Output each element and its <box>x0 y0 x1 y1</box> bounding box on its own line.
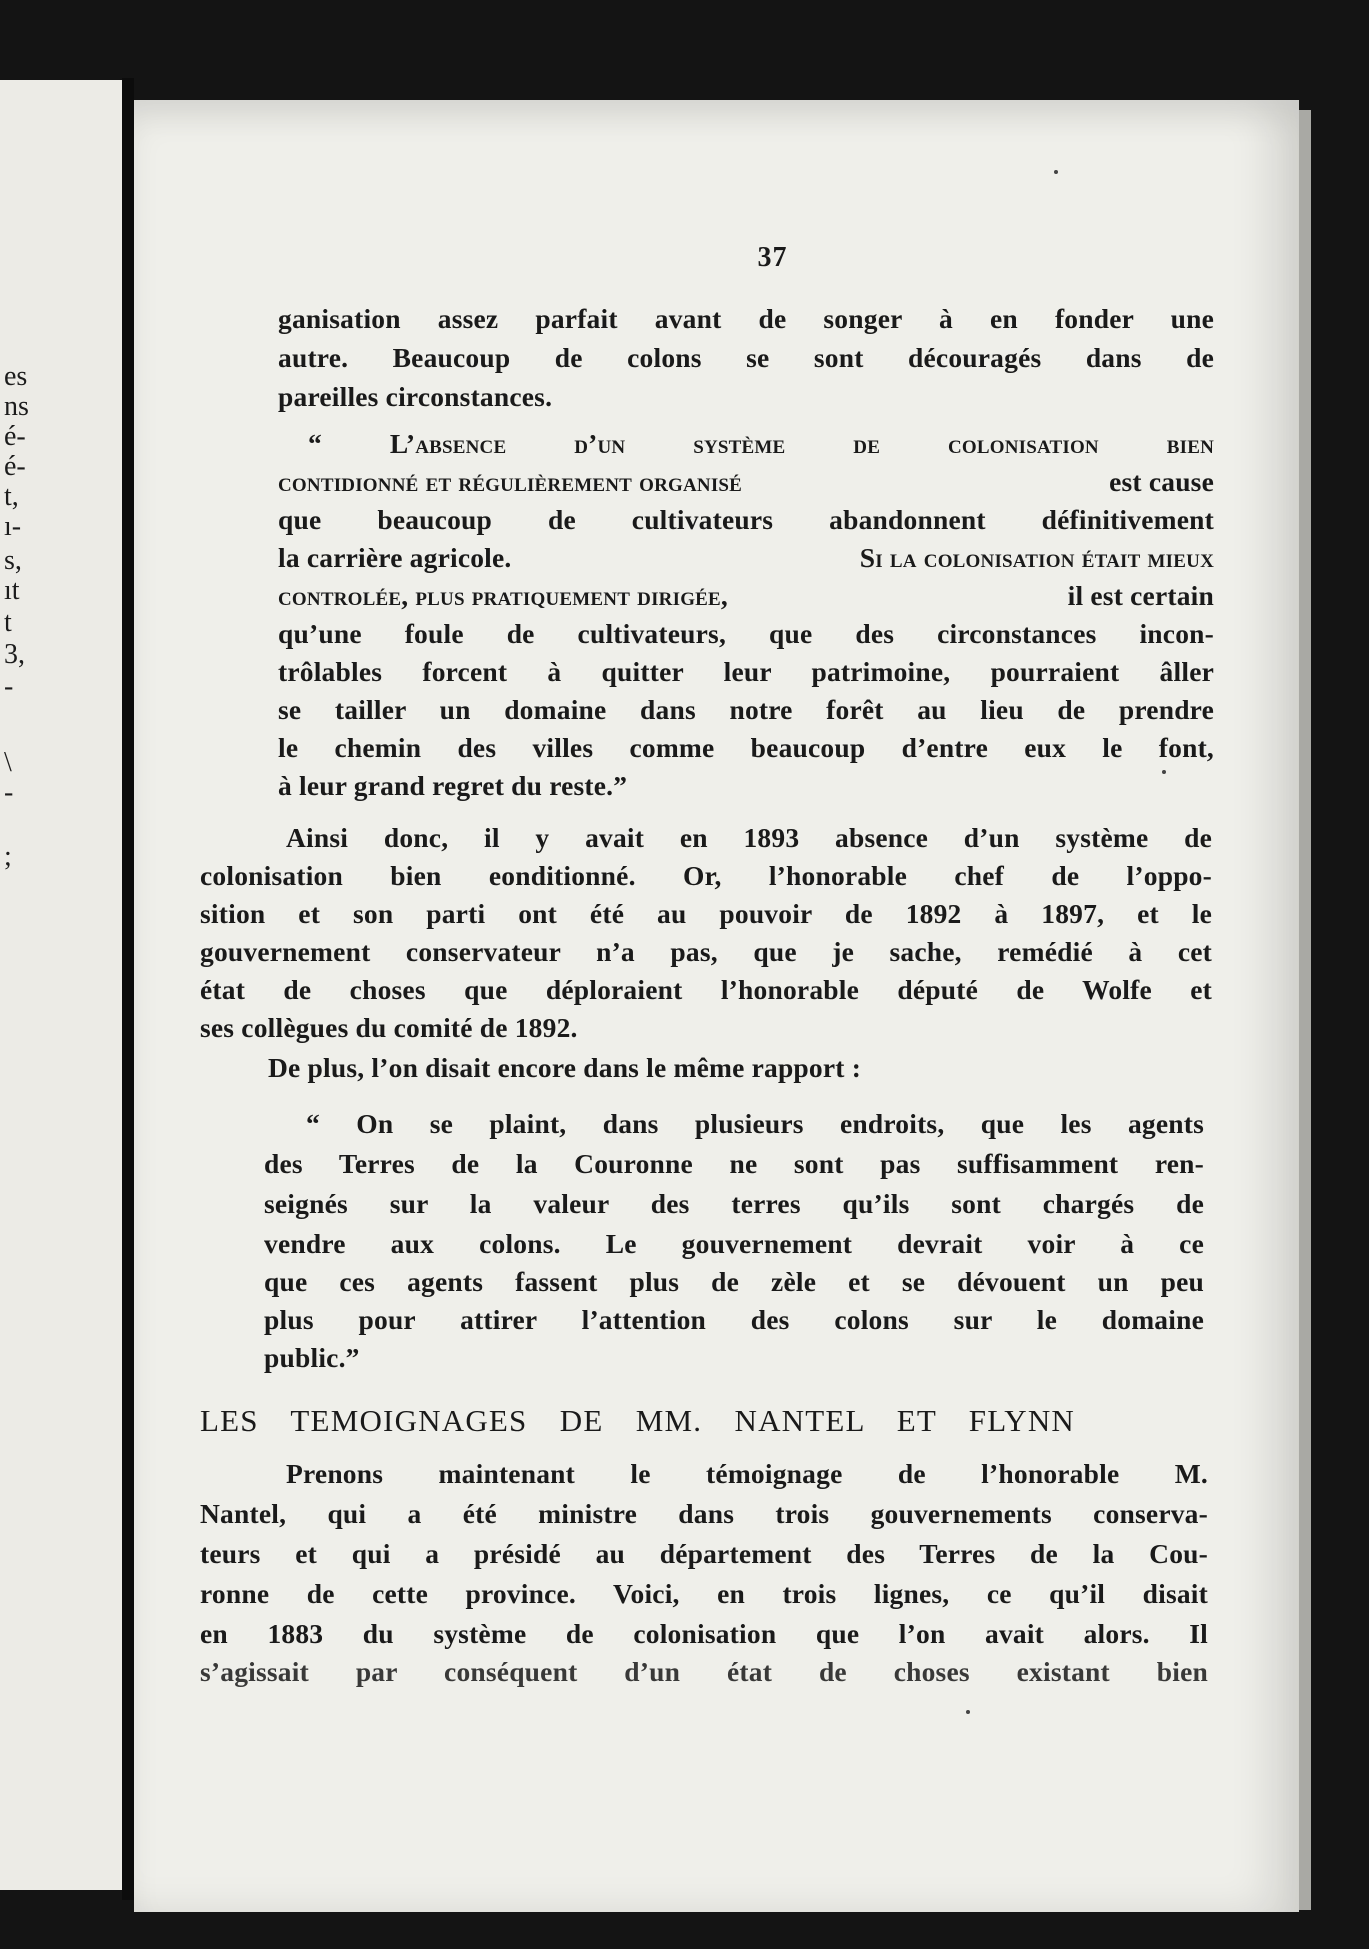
quote-line: seignés sur la valeur des terres qu’ils sont chargés de <box>264 1188 1204 1219</box>
text-line: ronne de cette province. Voici, en trois lignes, ce qu’il disait <box>200 1578 1208 1609</box>
text-line: ses collègues du comité de 1892. <box>200 1012 578 1043</box>
paper-speck <box>1162 770 1166 774</box>
quote-text: est cause <box>1109 466 1214 497</box>
quote-line: trôlables forcent à quitter leur patrimoine, pourraient âller <box>278 656 1214 687</box>
text-line: s’agissait par conséquent d’un état de choses existant bien <box>200 1656 1208 1687</box>
page-edge <box>1299 110 1311 1910</box>
text-line: teurs et qui a présidé au département des Terres de la Cou- <box>200 1538 1208 1569</box>
quote-line: “ L’absence d’un système de colonisation bien <box>308 428 1214 459</box>
quote-smallcaps: contidionné et régulièrement organisé <box>278 466 743 497</box>
left-fragment: ; <box>4 841 12 872</box>
left-fragment: ns <box>4 391 29 422</box>
left-fragment: t <box>4 607 12 638</box>
text-line: gouvernement conservateur n’a pas, que je sache, remédié à cet <box>200 936 1212 967</box>
text-line: Prenons maintenant le témoignage de l’honorable M. <box>286 1458 1208 1489</box>
page-number: 37 <box>757 242 788 273</box>
text-line: De plus, l’on disait encore dans le même rapport : <box>268 1052 862 1083</box>
quote-line <box>278 544 1214 572</box>
book-spine <box>122 78 134 1900</box>
text-line: pareilles circonstances. <box>278 381 553 412</box>
text-line: ganisation assez parfait avant de songer à en fonder une <box>278 303 1214 334</box>
left-fragment: es <box>4 361 28 392</box>
left-fragment: é- <box>4 421 26 452</box>
section-heading: LES TEMOIGNAGES DE MM. NANTEL ET FLYNN <box>200 1403 1075 1438</box>
quote-text: la carrière agricole. <box>278 542 512 573</box>
quote-line: à leur grand regret du reste.” <box>278 770 628 801</box>
quote-line: qu’une foule de cultivateurs, que des circonstances incon- <box>278 618 1214 649</box>
quote-line: public.” <box>264 1342 360 1373</box>
left-facing-page <box>0 80 122 1890</box>
left-fragment: - <box>4 777 14 808</box>
quote-smallcaps: controlée, plus pratiquement dirigée, <box>278 580 728 611</box>
quote-line: que ces agents fassent plus de zèle et se dévouent un peu <box>264 1266 1204 1297</box>
left-fragment: t, <box>4 481 19 512</box>
quote-smallcaps: Si la colonisation était mieux <box>859 542 1214 573</box>
text-line: colonisation bien eonditionné. Or, l’honorable chef de l’oppo- <box>200 860 1212 891</box>
text-line: autre. Beaucoup de colons se sont découragés dans de <box>278 342 1214 373</box>
text-line: en 1883 du système de colonisation que l’on avait alors. Il <box>200 1618 1208 1649</box>
text-line: état de choses que déploraient l’honorable député de Wolfe et <box>200 974 1212 1005</box>
left-fragment: ı- <box>4 511 22 542</box>
text-line: Nantel, qui a été ministre dans trois gouvernements conserva- <box>200 1498 1208 1529</box>
left-fragment: \ <box>4 747 12 778</box>
left-fragment: 3, <box>4 639 25 670</box>
paper-speck <box>1054 170 1058 174</box>
quote-line: des Terres de la Couronne ne sont pas suffisamment ren- <box>264 1148 1204 1179</box>
left-fragment: é- <box>4 451 26 482</box>
book-page <box>134 100 1299 1912</box>
quote-line: se tailler un domaine dans notre forêt au lieu de prendre <box>278 694 1214 725</box>
text-line: Ainsi donc, il y avait en 1893 absence d’un système de <box>286 822 1212 853</box>
quote-line: le chemin des villes comme beaucoup d’entre eux le font, <box>278 732 1214 763</box>
left-fragment: - <box>4 671 14 702</box>
left-fragment: s, <box>4 545 22 576</box>
quote-line <box>278 468 1214 496</box>
quote-text: il est certain <box>1067 580 1214 611</box>
quote-line: vendre aux colons. Le gouvernement devrait voir à ce <box>264 1228 1204 1259</box>
quote-line: plus pour attirer l’attention des colons sur le domaine <box>264 1304 1204 1335</box>
paper-speck <box>966 1710 970 1714</box>
text-line: sition et son parti ont été au pouvoir de 1892 à 1897, et le <box>200 898 1212 929</box>
left-fragment: ıt <box>4 575 20 606</box>
quote-line <box>278 582 1214 610</box>
quote-line: “ On se plaint, dans plusieurs endroits, que les agents <box>306 1108 1204 1139</box>
quote-line: que beaucoup de cultivateurs abandonnent définitivement <box>278 504 1214 535</box>
